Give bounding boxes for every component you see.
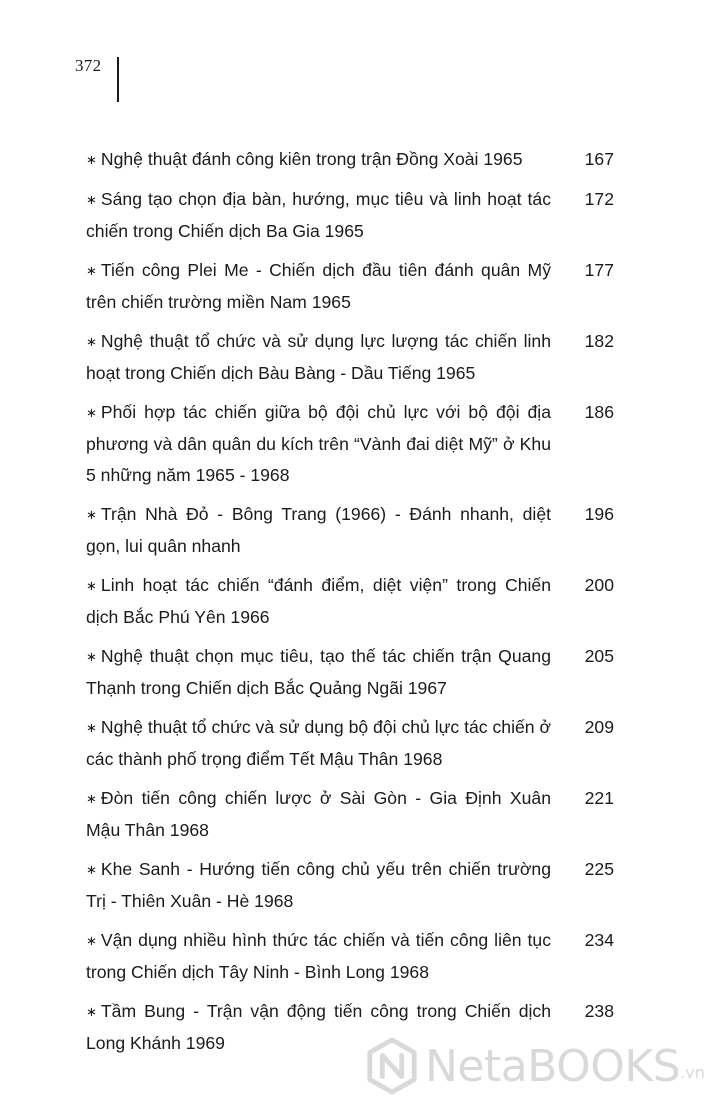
bullet-icon: ∗ — [86, 862, 97, 877]
toc-entry-title: Nghệ thuật tổ chức và sử dụng lực lượng tác chiến linh hoạt trong Chiến dịch Bàu Bàng - Dầu Tiếng 1965 — [86, 331, 551, 383]
bullet-icon: ∗ — [86, 507, 97, 522]
toc-entry-text — [86, 184, 551, 247]
toc-entry-title: Sáng tạo chọn địa bàn, hướng, mục tiêu và linh hoạt tác chiến trong Chiến dịch Ba Gia 1965 — [86, 189, 551, 241]
bullet-icon: ∗ — [86, 791, 97, 806]
bullet-icon: ∗ — [86, 334, 97, 349]
toc-entry-page: 196 — [584, 504, 614, 524]
toc-entry[interactable] — [86, 144, 614, 176]
toc-entry-text — [86, 570, 551, 633]
watermark-suffix: .vn — [680, 1063, 705, 1082]
bullet-icon: ∗ — [86, 649, 97, 664]
toc-entry-page: 234 — [584, 930, 614, 950]
bullet-icon: ∗ — [86, 152, 97, 167]
watermark-brand: NetaBOOKS — [425, 1040, 681, 1092]
toc-entry[interactable] — [86, 641, 614, 704]
toc-entry-page: 225 — [584, 859, 614, 879]
bullet-icon: ∗ — [86, 1004, 97, 1019]
bullet-icon: ∗ — [86, 192, 97, 207]
toc-entry[interactable] — [86, 854, 614, 917]
bullet-icon: ∗ — [86, 720, 97, 735]
toc-entry-text — [86, 397, 551, 491]
toc-entry[interactable] — [86, 712, 614, 775]
toc-entry-title: Tiến công Plei Me - Chiến dịch đầu tiên đánh quân Mỹ trên chiến trường miền Nam 1965 — [86, 260, 551, 312]
toc-entry-page: 186 — [584, 402, 614, 422]
toc-entry-title: Đòn tiến công chiến lược ở Sài Gòn - Gia Định Xuân Mậu Thân 1968 — [86, 788, 551, 840]
toc-entry-text — [86, 925, 551, 988]
toc-entry-text — [86, 854, 551, 917]
toc-entry[interactable] — [86, 783, 614, 846]
toc-entry-page: 209 — [584, 717, 614, 737]
toc-entry-title: Nghệ thuật đánh công kiên trong trận Đồng Xoài 1965 — [100, 149, 523, 169]
bullet-icon: ∗ — [86, 933, 97, 948]
toc-entry-page: 182 — [584, 331, 614, 351]
toc-entry-title: Trận Nhà Đỏ - Bông Trang (1966) - Đánh nhanh, diệt gọn, lui quân nhanh — [86, 504, 551, 556]
toc-entry[interactable] — [86, 499, 614, 562]
toc-entry-title: Tầm Bung - Trận vận động tiến công trong Chiến dịch Long Khánh 1969 — [86, 1001, 551, 1053]
toc-entry[interactable] — [86, 184, 614, 247]
toc-entry-text — [86, 499, 551, 562]
toc-entry-title: Khe Sanh - Hướng tiến công chủ yếu trên chiến trường Trị - Thiên Xuân - Hè 1968 — [86, 859, 551, 911]
table-of-contents — [86, 144, 614, 1067]
toc-entry-title: Phối hợp tác chiến giữa bộ đội chủ lực với bộ đội địa phương và dân quân du kích trên “Vành đai diệt Mỹ” ở Khu 5 những năm 1965 - 1968 — [86, 402, 551, 485]
page-number: 372 — [75, 56, 102, 75]
toc-entry-title: Vận dụng nhiều hình thức tác chiến và tiến công liên tục trong Chiến dịch Tây Ninh - Bình Long 1968 — [86, 930, 551, 982]
toc-entry-page: 221 — [584, 788, 614, 808]
toc-entry-page: 200 — [584, 575, 614, 595]
toc-entry-text — [86, 326, 551, 389]
toc-entry[interactable] — [86, 570, 614, 633]
toc-entry-page: 205 — [584, 646, 614, 666]
bullet-icon: ∗ — [86, 578, 97, 593]
toc-entry-page: 177 — [584, 260, 614, 280]
watermark — [363, 1036, 705, 1096]
toc-entry-title: Nghệ thuật chọn mục tiêu, tạo thế tác chiến trận Quang Thạnh trong Chiến dịch Bắc Quảng Ngãi 1967 — [86, 646, 551, 698]
toc-entry-title: Nghệ thuật tổ chức và sử dụng bộ đội chủ lực tác chiến ở các thành phố trọng điểm Tết Mậu Thân 1968 — [86, 717, 551, 769]
netabooks-logo-icon — [363, 1037, 421, 1095]
page-number-rule — [117, 57, 119, 102]
toc-entry-text — [86, 712, 551, 775]
toc-entry[interactable] — [86, 255, 614, 318]
bullet-icon: ∗ — [86, 263, 97, 278]
toc-entry-text — [86, 783, 551, 846]
toc-entry-page: 172 — [584, 189, 614, 209]
toc-entry[interactable] — [86, 397, 614, 491]
toc-entry[interactable] — [86, 925, 614, 988]
toc-entry-text — [86, 641, 551, 704]
toc-entry[interactable] — [86, 326, 614, 389]
toc-entry-page: 167 — [584, 149, 614, 169]
toc-entry-text — [86, 255, 551, 318]
bullet-icon: ∗ — [86, 405, 97, 420]
toc-entry-page: 238 — [584, 1001, 614, 1021]
toc-entry-title: Linh hoạt tác chiến “đánh điểm, diệt viện” trong Chiến dịch Bắc Phú Yên 1966 — [86, 575, 551, 627]
toc-entry-text — [86, 144, 551, 176]
